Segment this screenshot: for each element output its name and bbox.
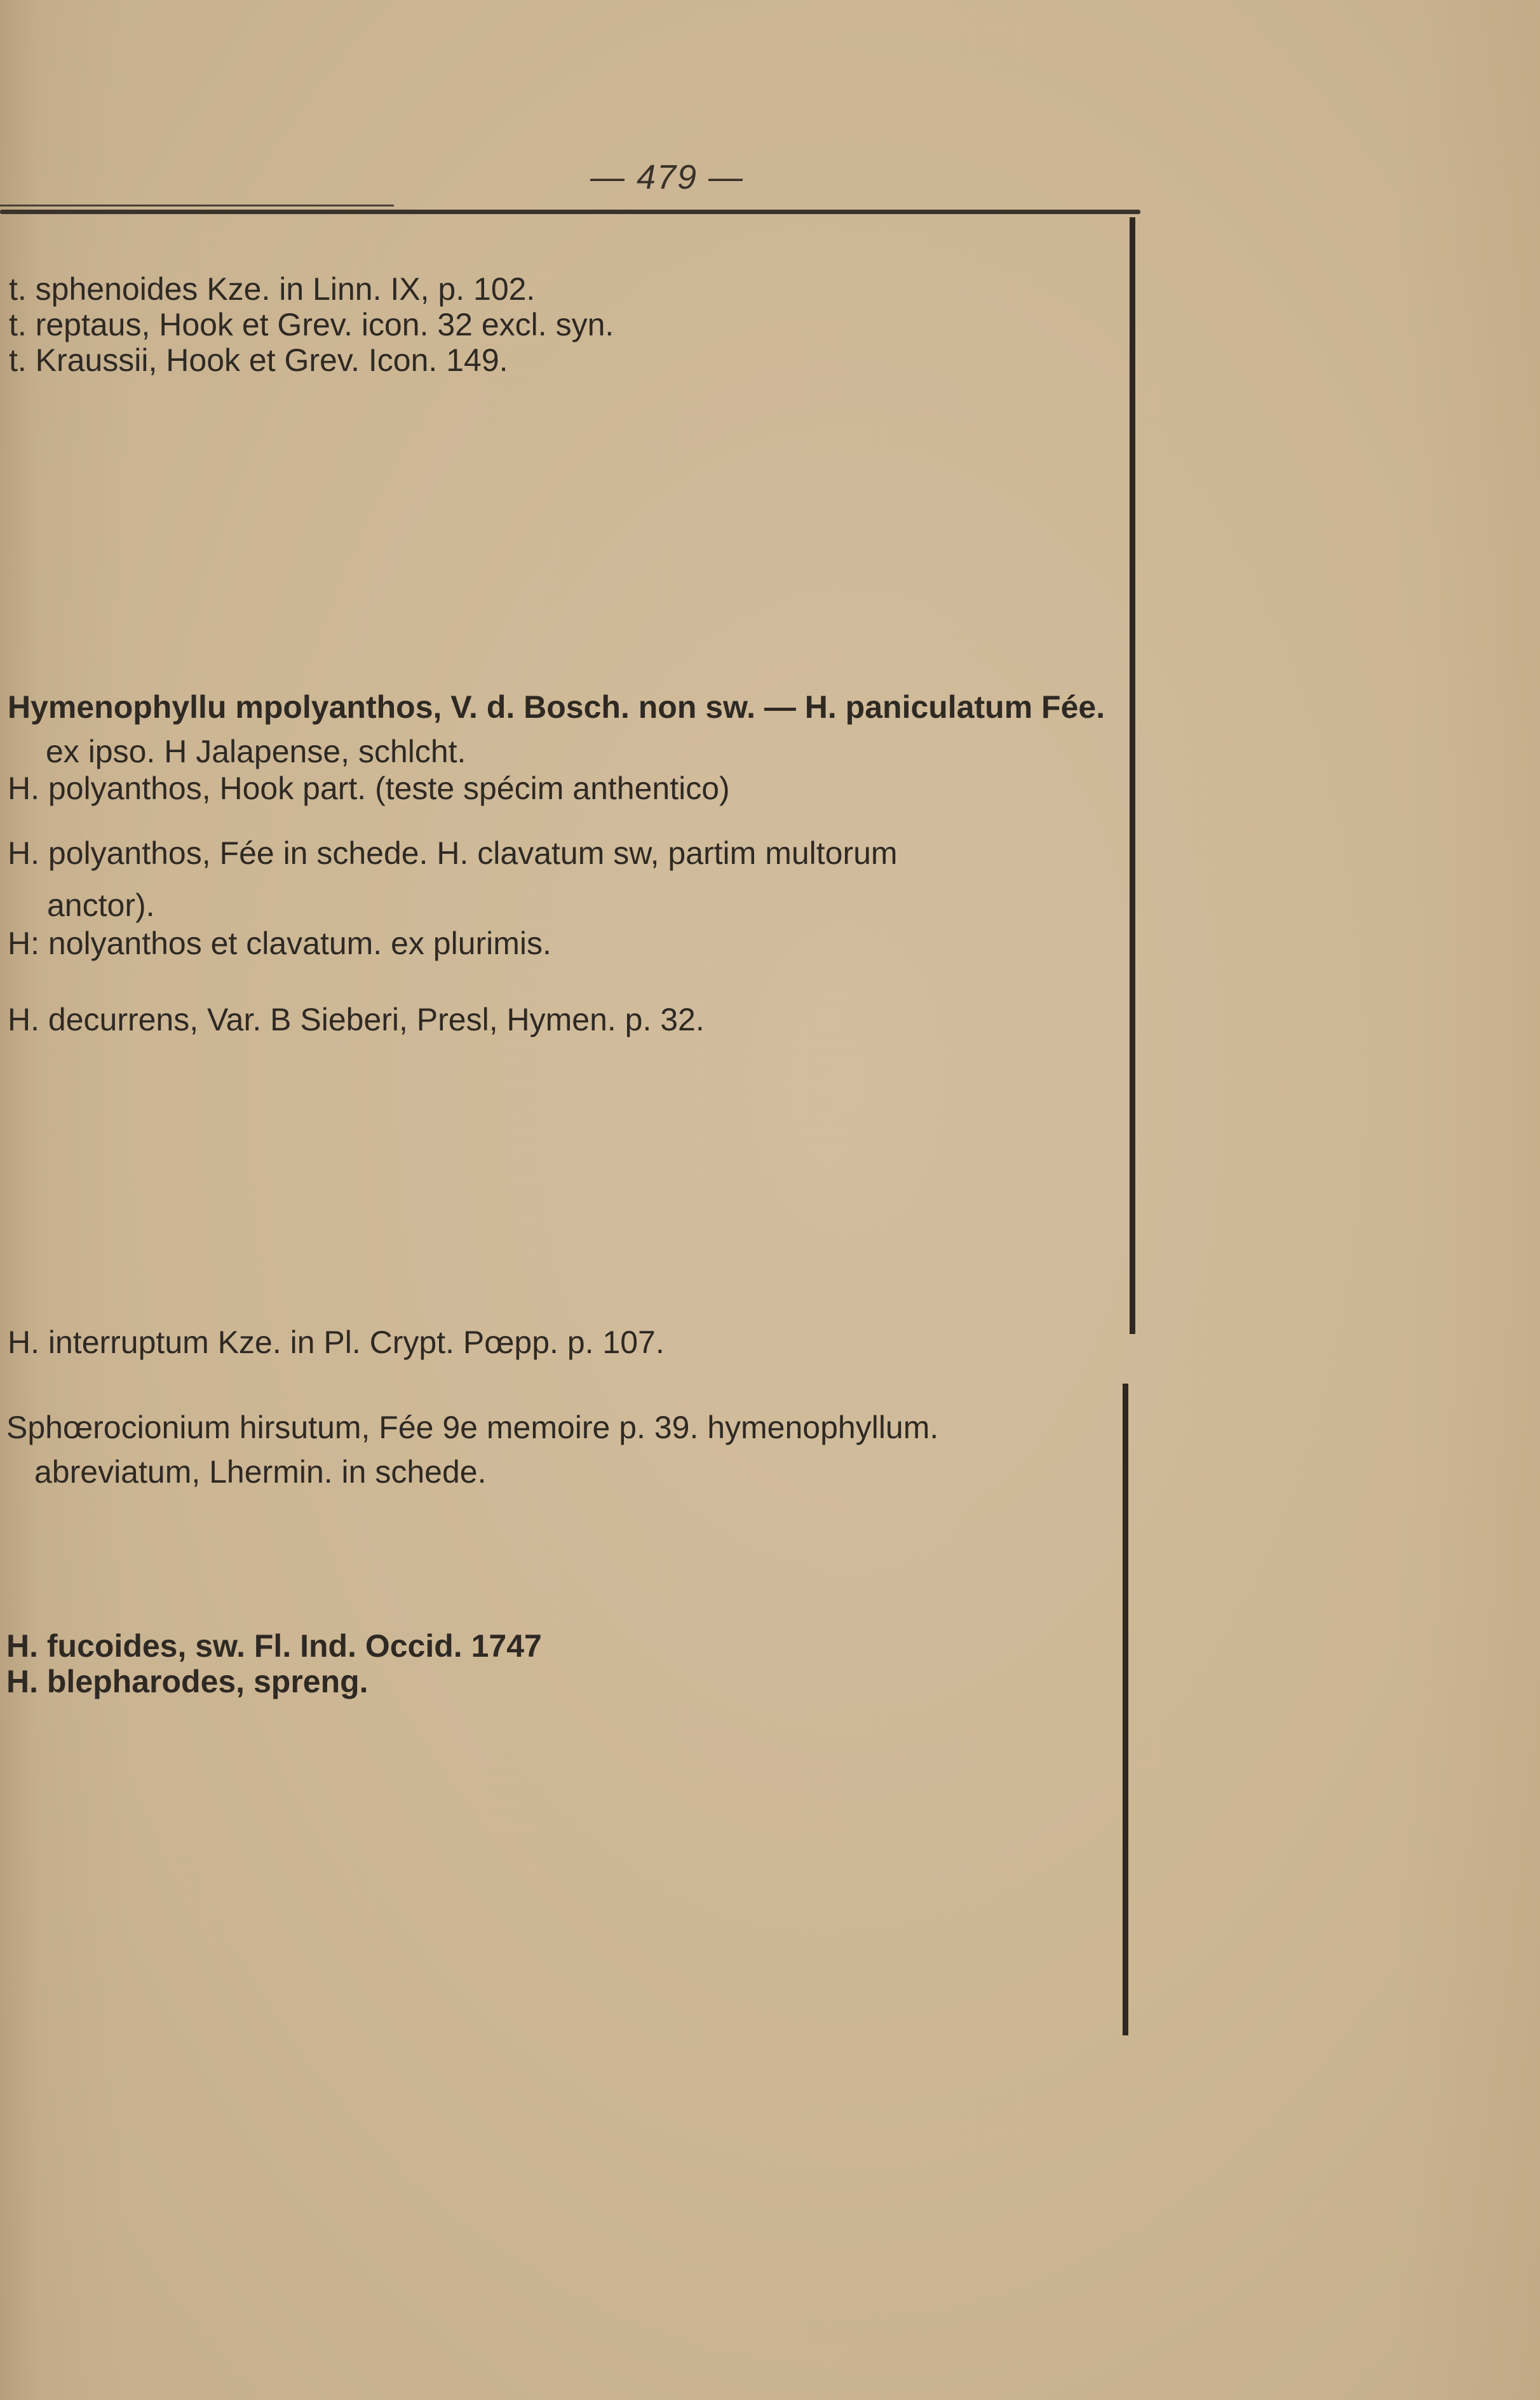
entry-line: Hymenophyllu mpolyanthos, V. d. Bosch. non sw. — H. paniculatum Fée.	[8, 689, 1105, 725]
margin-rule-upper	[1130, 217, 1135, 1334]
header-rule	[0, 210, 1140, 214]
entry-line: t. reptaus, Hook et Grev. icon. 32 excl. syn.	[9, 307, 614, 342]
entry-line: H. interruptum Kze. in Pl. Crypt. Pœpp. p. 107.	[8, 1325, 665, 1360]
header-rule-thin	[0, 205, 394, 206]
entry-line: Sphœrocionium hirsutum, Fée 9e memoire p. 39. hymenophyllum.	[6, 1410, 939, 1445]
entry-line: anctor).	[47, 887, 155, 923]
entry-line: H. fucoides, sw. Fl. Ind. Occid. 1747	[6, 1628, 542, 1664]
margin-rule-lower	[1123, 1384, 1128, 2035]
entry-line: t. Kraussii, Hook et Grev. Icon. 149.	[9, 342, 508, 378]
page-number: — 479 —	[590, 158, 745, 196]
entry-line: H. polyanthos, Hook part. (teste spécim anthentico)	[8, 771, 730, 806]
entry-line: H: nolyanthos et clavatum. ex plurimis.	[8, 926, 551, 961]
entry-line: abreviatum, Lhermin. in schede.	[34, 1454, 487, 1490]
entry-line: H. decurrens, Var. B Sieberi, Presl, Hymen. p. 32.	[8, 1002, 705, 1037]
entry-line: t. sphenoides Kze. in Linn. IX, p. 102.	[9, 271, 536, 307]
entry-line: H. polyanthos, Fée in schede. H. clavatum sw, partim multorum	[8, 835, 898, 871]
entry-line: ex ipso. H Jalapense, schlcht.	[46, 734, 466, 769]
entry-line: H. blepharodes, spreng.	[6, 1664, 368, 1699]
